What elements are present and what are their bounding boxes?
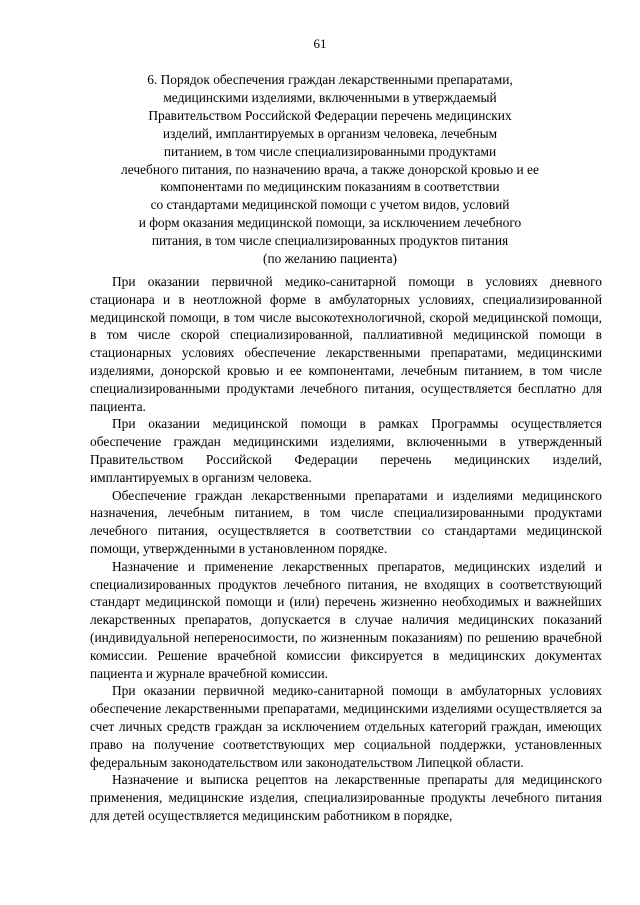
body-text	[90, 273, 602, 825]
heading-line: (по желанию пациента)	[263, 251, 397, 267]
heading-line: компонентами по медицинским показаниям в соответствии	[160, 179, 500, 195]
page-number: 61	[313, 36, 327, 51]
heading-line: 6. Порядок обеспечения граждан лекарственными препаратами,	[147, 72, 513, 87]
section-heading	[90, 71, 570, 268]
heading-line: и форм оказания медицинской помощи, за исключением лечебного	[138, 215, 522, 231]
paragraph: Обеспечение граждан лекарственными препаратами и изделиями медицинского назначения, лечебным питанием, в том числе специализированными продуктами лечебного питания, осуществляется в соответствии со стандартами медицинской помощи, утвержденными в установленном порядке.	[90, 487, 602, 556]
paragraph: При оказании медицинской помощи в рамках Программы осуществляется обеспечение граждан медицинскими изделиями, включенными в утвержденный Правительством Российской Федерации перечень медицинских изделий, имплантируемых в организм человека.	[90, 416, 602, 485]
heading-line: Правительством Российской Федерации перечень медицинских	[148, 107, 512, 123]
heading-line: питанием, в том числе специализированными продуктами	[163, 143, 497, 159]
heading-line: медицинскими изделиями, включенными в утверждаемый	[163, 89, 497, 105]
heading-line: питания, в том числе специализированных продуктов питания	[151, 233, 509, 249]
heading-line: со стандартами медицинской помощи с учетом видов, условий	[150, 197, 510, 213]
paragraph: При оказании первичной медико-санитарной помощи в условиях дневного стационара и в неотложной форме в амбулаторных условиях, специализированной медицинской помощи, в том числе высокотехнологичной, скорой медицинской помощи, в том числе скорой специализированной, паллиативной медицинской помощи в стационарных условиях обеспечение лекарственными препаратами, медицинскими изделиями, донорской кровью и ее компонентами, лечебным питанием, в том числе специализированными продуктами лечебного питания, осуществляется бесплатно для пациента.	[90, 274, 602, 414]
paragraph: Назначение и выписка рецептов на лекарственные препараты для медицинского применения, медицинские изделия, специализированные продукты лечебного питания для детей осуществляется медицинским работником в порядке,	[90, 772, 602, 823]
heading-line: изделий, имплантируемых в организм человека, лечебным	[162, 125, 498, 141]
heading-line: лечебного питания, по назначению врача, а также донорской кровью и ее	[121, 161, 539, 177]
paragraph: При оказании первичной медико-санитарной помощи в амбулаторных условиях обеспечение лекарственными препаратами, медицинскими изделиями осуществляется за счет личных средств граждан за исключением отдельных категорий граждан, имеющих право на получение соответствующих мер социальной поддержки, установленных федеральным законодательством или законодательством Липецкой области.	[90, 683, 602, 770]
paragraph: Назначение и применение лекарственных препаратов, медицинских изделий и специализированных продуктов лечебного питания, не входящих в соответствующий стандарт медицинской помощи и (или) перечень жизненно необходимых и важнейших лекарственных препаратов, допускается в случае наличия медицинских показаний (индивидуальной непереносимости, по жизненным показаниям) по решению врачебной комиссии. Решение врачебной комиссии фиксируется в медицинских документах пациента и журнале врачебной комиссии.	[90, 558, 602, 681]
